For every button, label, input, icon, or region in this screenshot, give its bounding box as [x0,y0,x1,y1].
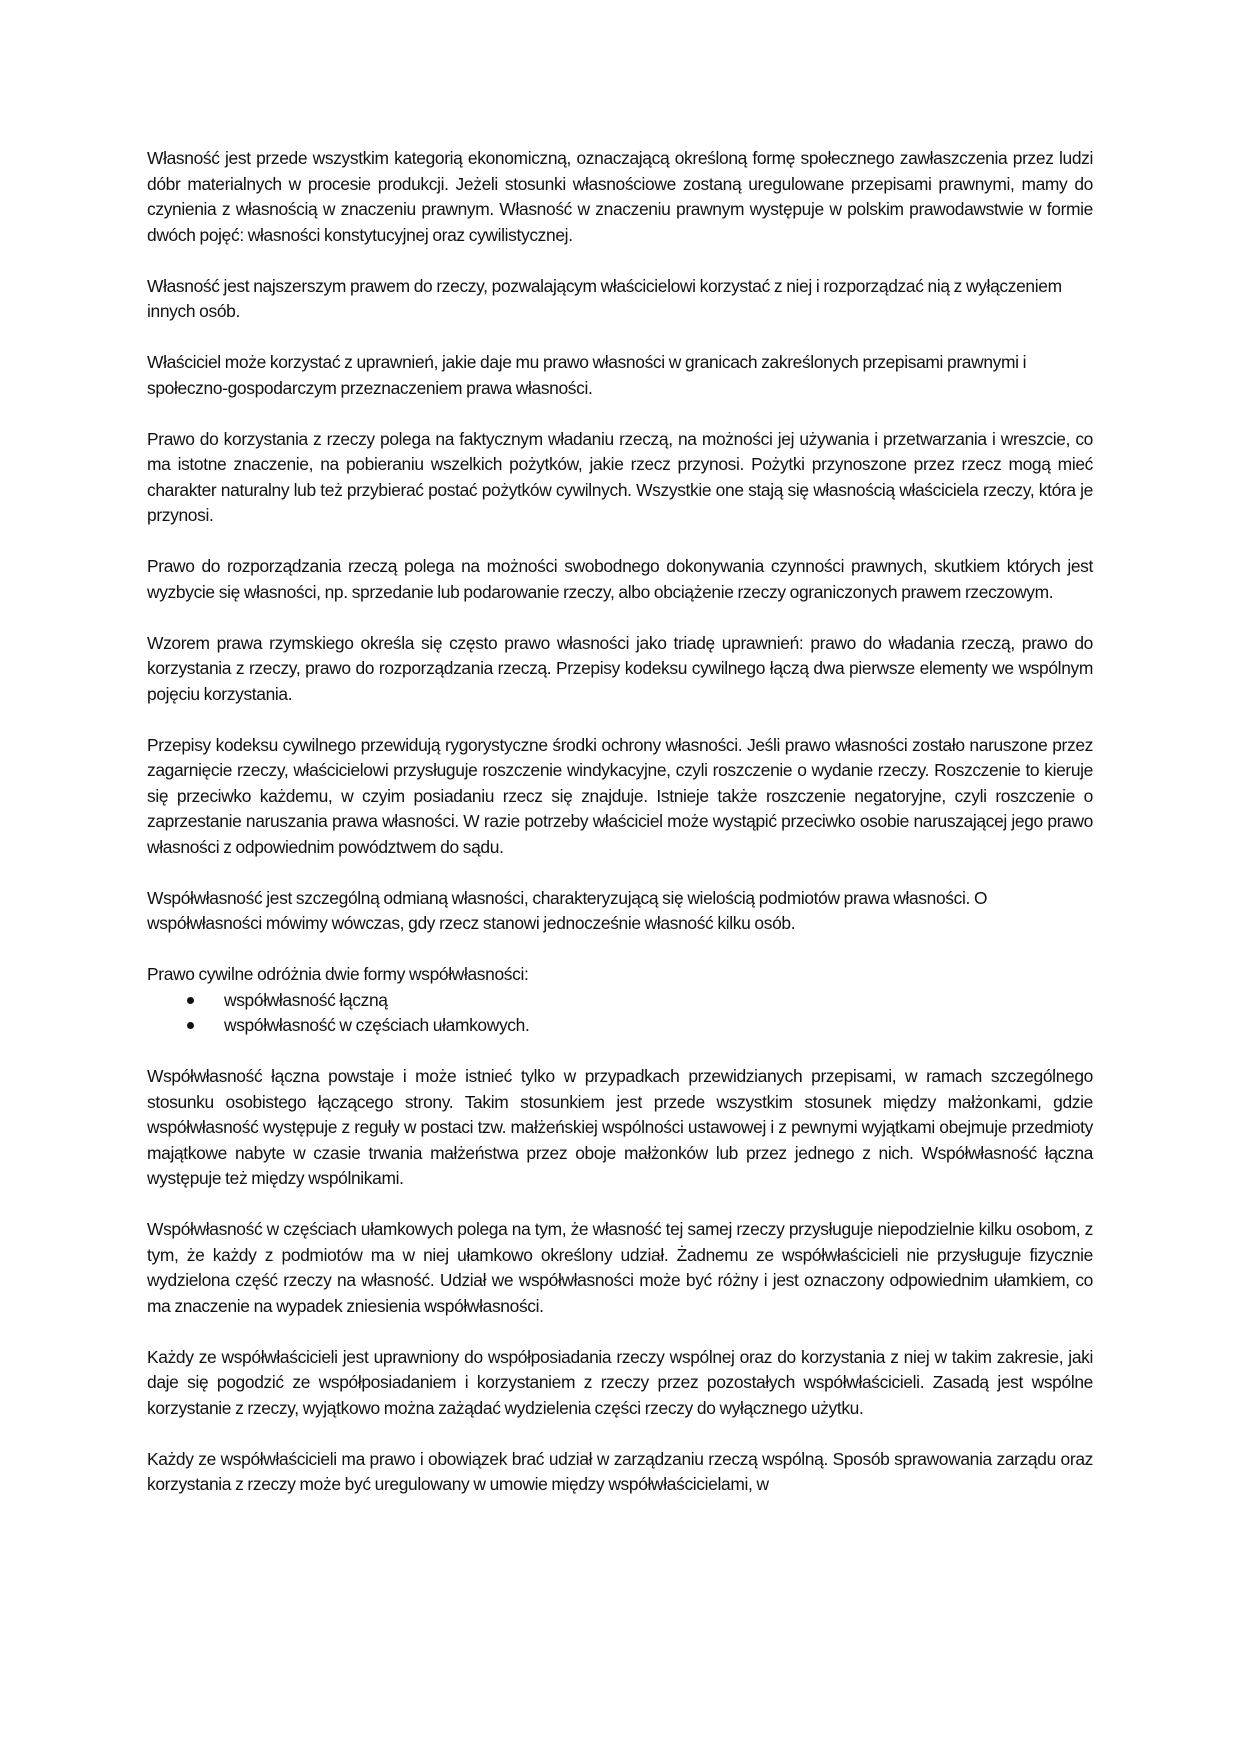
co-ownership-forms-list [147,988,1093,1039]
paragraph-joint-co-ownership: Współwłasność łączna powstaje i może istnieć tylko w przypadkach przewidzianych przepisami, w ramach szczególnego stosunku osobistego łączącego strony. Takim stosunkiem jest przede wszystkim stosunek między małżonkami, gdzie współwłasność występuje z reguły w postaci tzw. małżeńskiej wspólności ustawowej i z pewnymi wyjątkami obejmuje przedmioty majątkowe nabyte w czasie trwania małżeństwa przez oboje małżonków lub przez jednego z nich. Współwłasność łączna występuje też między wspólnikami. [147,1066,1093,1188]
paragraph-co-ownership: Współwłasność jest szczególną odmianą własności, charakteryzującą się wielością podmiotów prawa własności. O współwłasności mówimy wówczas, gdy rzecz stanowi jednocześnie własność kilku osób. [147,887,988,933]
list-item [147,988,1093,1014]
list-intro: Prawo cywilne odróżnia dwie formy współwłasności: [147,964,529,984]
bullet-dot-icon [187,997,194,1004]
paragraph-fractional-co-ownership: Współwłasność w częściach ułamkowych polega na tym, że własność tej samej rzeczy przysługuje niepodzielnie kilku osobom, z tym, że każdy z podmiotów ma w niej ułamkowo określony udział. Żadnemu ze współwłaścicieli nie przysługuje fizycznie wydzielona część rzeczy na własność. Udział we współwłasności może być różny i jest oznaczony odpowiednim ułamkiem, co ma znaczenie na wypadek zniesienia współwłasności. [147,1219,1093,1316]
paragraph-ownership-protection: Przepisy kodeksu cywilnego przewidują rygorystyczne środki ochrony własności. Jeśli prawo własności zostało naruszone przez zagarnięcie rzeczy, właścicielowi przysługuje roszczenie windykacyjne, czyli roszczenie o wydanie rzeczy. Roszczenie to kieruje się przeciwko każdemu, w czyim posiadaniu rzecz się znajduje. Istnieje także roszczenie negatoryjne, czyli roszczenie o zaprzestanie naruszania prawa własności. W razie potrzeby właściciel może wystąpić przeciwko osobie naruszającej jego prawo własności z odpowiednim powództwem do sądu. [147,734,1093,857]
list-item-text: współwłasność łączną [224,989,388,1010]
paragraph-right-to-use: Prawo do korzystania z rzeczy polega na faktycznym władaniu rzeczą, na możności jej używania i przetwarzania i wreszcie, co ma istotne znaczenie, na pobieraniu wszelkich pożytków, jakie rzecz przynosi. Pożytki przynoszone przez rzecz mogą mieć charakter naturalny lub też przybierać postać pożytków cywilnych. Wszystkie one stają się własnością właściciela rzeczy, która je przynosi. [147,428,1093,525]
list-item-text: współwłasność w częściach ułamkowych. [224,1015,530,1035]
paragraph-right-to-dispose: Prawo do rozporządzania rzeczą polega na możności swobodnego dokonywania czynności prawnych, skutkiem których jest wyzbycie się własności, np. sprzedanie lub podarowanie rzeczy, albo obciążenie rzeczy ograniczonych prawem rzeczowym. [147,556,1093,602]
paragraph-owner-rights: Właściciel może korzystać z uprawnień, jakie daje mu prawo własności w granicach zakreślonych przepisami prawnymi i społeczno-gospodarczym przeznaczeniem prawa własności. [147,352,1027,398]
paragraph-ownership-definition: Własność jest przede wszystkim kategorią ekonomiczną, oznaczającą określoną formę społecznego zawłaszczenia przez ludzi dóbr materialnych w procesie produkcji. Jeżeli stosunki własnościowe zostaną uregulowane przepisami prawnymi, mamy do czynienia z własnością w znaczeniu prawnym. Własność w znaczeniu prawnym występuje w polskim prawodawstwie w formie dwóch pojęć: własności konstytucyjnej oraz cywilistycznej. [147,148,1093,245]
list-item [147,1013,1093,1039]
paragraph-broadest-right: Własność jest najszerszym prawem do rzeczy, pozwalającym właścicielowi korzystać z niej i rozporządzać nią z wyłączeniem innych osób. [147,275,1062,321]
paragraph-roman-law-triad: Wzorem prawa rzymskiego określa się często prawo własności jako triadę uprawnień: prawo do władania rzeczą, prawo do korzystania z rzeczy, prawo do rozporządzania rzeczą. Przepisy kodeksu cywilnego łączą dwa pierwsze elementy we wspólnym pojęciu korzystania. [147,632,1093,704]
paragraph-co-owner-use: Każdy ze współwłaścicieli jest uprawniony do współposiadania rzeczy wspólnej oraz do korzystania z niej w takim zakresie, jaki daje się pogodzić ze współposiadaniem i korzystaniem z rzeczy przez pozostałych współwłaścicieli. Zasadą jest wspólne korzystanie z rzeczy, wyjątkowo można zażądać wydzielenia części rzeczy do wyłącznego użytku. [147,1346,1093,1418]
paragraph-co-owner-management: Każdy ze współwłaścicieli ma prawo i obowiązek brać udział w zarządzaniu rzeczą wspólną. Sposób sprawowania zarządu oraz korzystania z rzeczy może być uregulowany w umowie między współwłaścicielami, w [147,1448,1093,1494]
bullet-dot-icon [187,1022,194,1029]
document-page [147,146,1093,1523]
